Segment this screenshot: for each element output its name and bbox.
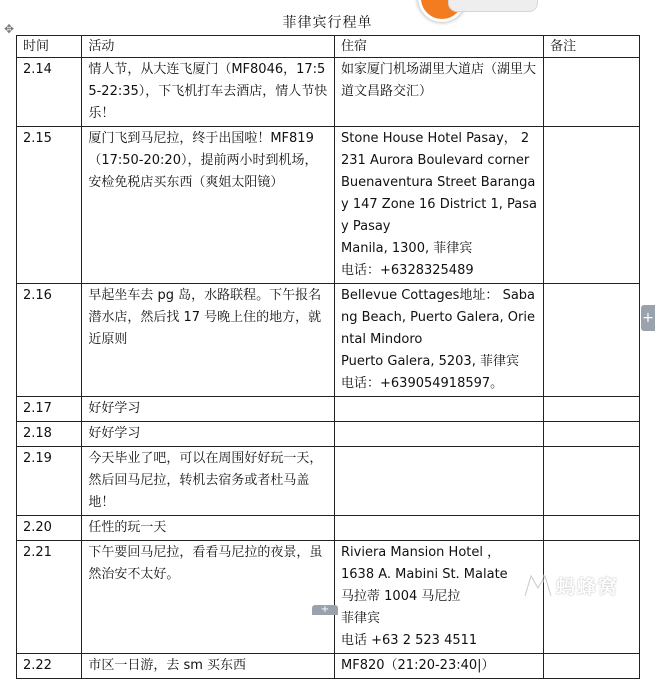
table-row [17,397,640,422]
row-date: 2.22 [17,654,82,679]
row-stay [335,422,544,447]
add-row-button[interactable]: + [312,605,338,615]
row-date: 2.17 [17,397,82,422]
row-date: 2.16 [17,284,82,397]
table-row [17,654,640,679]
row-stay [335,654,544,679]
stay-line: MF820（21:20-23:40|） [341,658,495,673]
toolbar-pill[interactable] [448,0,538,12]
header-note: 备注 [544,36,640,58]
row-activity: 好好学习 [82,397,335,422]
row-note [544,516,640,541]
table-row [17,284,640,397]
row-note [544,397,640,422]
watermark [522,570,652,612]
table-row [17,58,640,127]
row-activity: 厦门飞到马尼拉，终于出国啦！MF819（17:50-20:20），提前两小时到机场，安检免税店买东西（爽姐太阳镜） [82,127,335,284]
mafengwo-logo-icon [522,570,554,600]
row-activity: 市区一日游，去 sm 买东西 [82,654,335,679]
stay-line: 菲律宾 [341,611,381,626]
row-stay [335,447,544,516]
stay-line: Puerto Galera, 5203, 菲律宾 [341,354,519,369]
row-stay [335,541,544,654]
stay-line: 如家厦门机场湖里大道店（湖里大道文昌路交汇） [341,62,537,99]
document-title: 菲律宾行程单 [282,15,373,31]
row-activity: 任性的玩一天 [82,516,335,541]
row-note [544,284,640,397]
table-move-handle-icon[interactable]: ✥ [3,22,15,36]
stay-line: Riviera Mansion Hotel ， [341,545,501,560]
row-activity: 早起坐车去 pg 岛，水路联程。下午报名潜水店，然后找 17 号晚上住的地方，就近原则 [82,284,335,397]
row-stay [335,284,544,397]
row-date: 2.14 [17,58,82,127]
stay-line: 电话 +63 2 523 4511 [341,633,478,648]
row-note [544,58,640,127]
header-activity: 活动 [82,36,335,58]
header-date: 时间 [17,36,82,58]
table-row [17,447,640,516]
row-note [544,127,640,284]
add-column-button[interactable]: + [641,305,655,331]
row-stay [335,397,544,422]
row-date: 2.19 [17,447,82,516]
row-stay [335,516,544,541]
row-activity: 情人节，从大连飞厦门（MF8046，17:55-22:35），下飞机打车去酒店，情人节快乐！ [82,58,335,127]
watermark-text: 蚂蜂窝 [556,576,620,598]
header-stay: 住宿 [335,36,544,58]
stay-line: 电话：+639054918597。 [341,376,504,391]
row-note [544,654,640,679]
stay-line: 1638 A. Mabini St. Malate [341,567,508,582]
table-row [17,422,640,447]
row-stay [335,58,544,127]
row-note [544,422,640,447]
row-stay [335,127,544,284]
row-activity: 今天毕业了吧，可以在周围好好玩一天，然后回马尼拉，转机去宿务或者杜马盖地！ [82,447,335,516]
stay-line: Manila, 1300, 菲律宾 [341,241,473,256]
table-row [17,127,640,284]
stay-line: 电话：+6328325489 [341,263,474,278]
table-row [17,516,640,541]
table-header-row [17,36,640,58]
stay-line: Stone House Hotel Pasay， 2231 Aurora Boulevard corner Buenaventura Street Barangay 147 Zone 16 District 1, Pasay Pasay [341,131,538,234]
stay-line: 马拉蒂 1004 马尼拉 [341,589,461,604]
stay-line: Bellevue Cottages地址： Sabang Beach, Puerto Galera, Oriental Mindoro [341,288,536,347]
row-date: 2.20 [17,516,82,541]
row-date: 2.15 [17,127,82,284]
row-note [544,447,640,516]
row-date: 2.18 [17,422,82,447]
row-activity: 好好学习 [82,422,335,447]
row-date: 2.21 [17,541,82,654]
row-activity: 下午要回马尼拉，看看马尼拉的夜景，虽然治安不太好。 [82,541,335,654]
